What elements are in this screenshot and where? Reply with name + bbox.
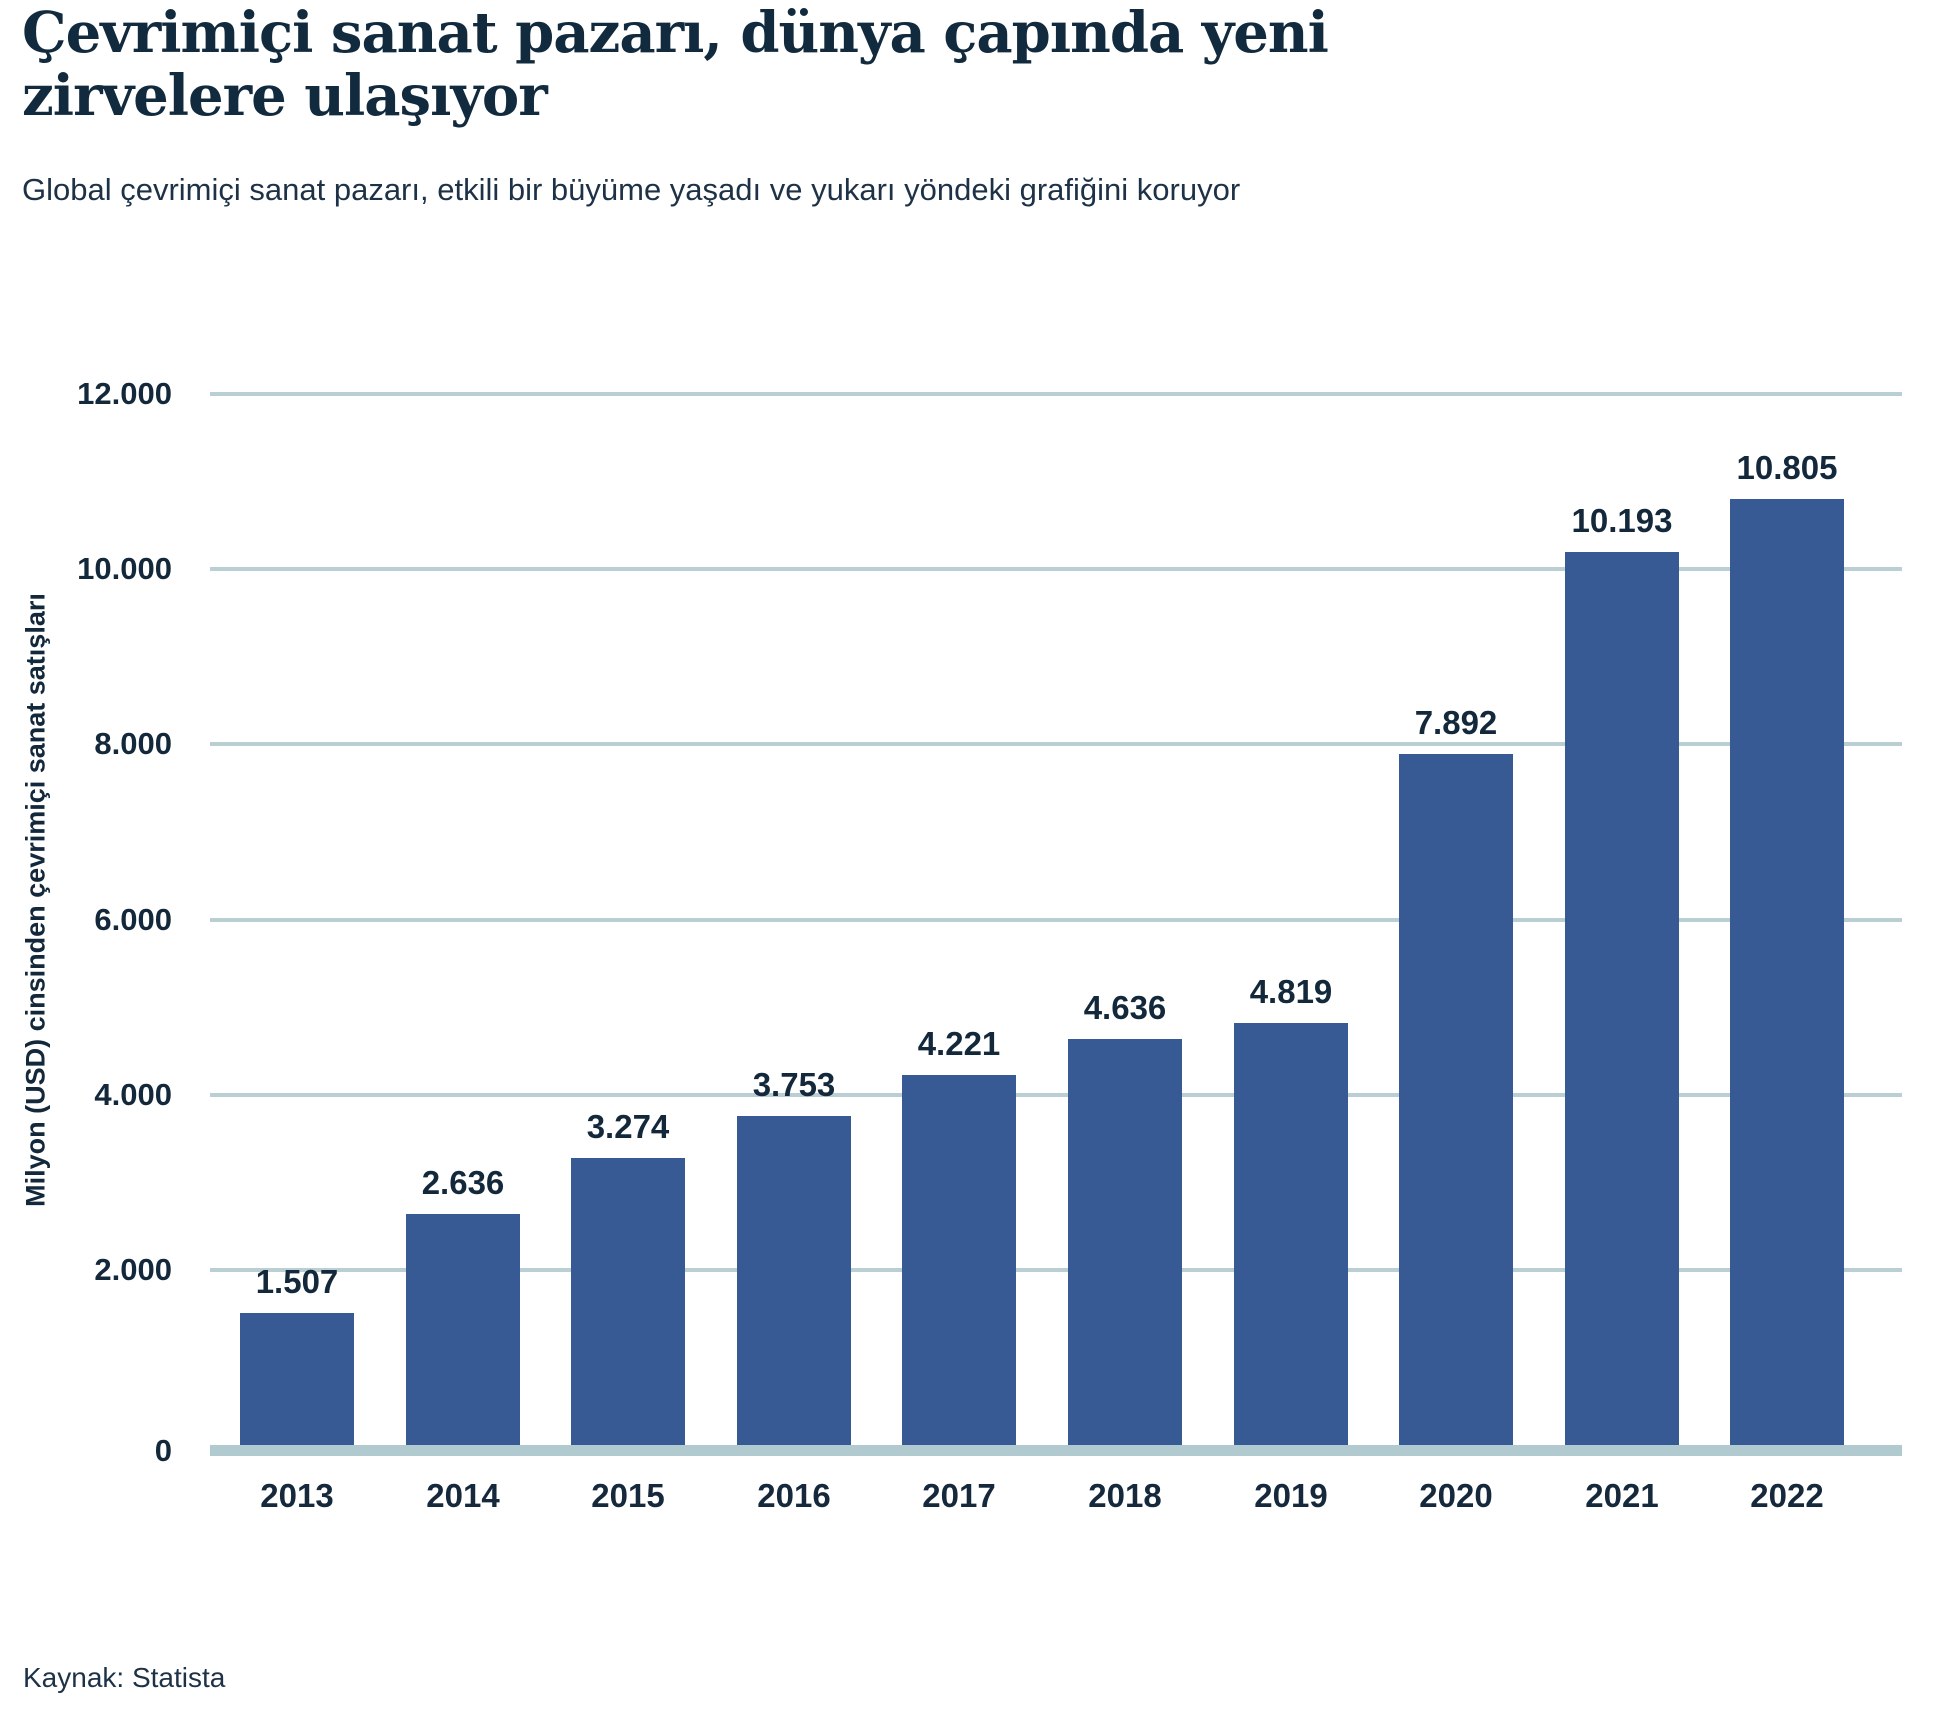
y-axis-title: Milyon (USD) cinsinden çevrimiçi sanat satışları [20, 593, 51, 1207]
chart-subtitle: Global çevrimiçi sanat pazarı, etkili bir büyüme yaşadı ve yukarı yöndeki grafiğini koruyor [22, 172, 1241, 207]
bar-2013 [240, 1263, 354, 1445]
x-axis-label-2014: 2014 [426, 1477, 500, 1514]
x-axis-label-2016: 2016 [757, 1477, 831, 1514]
bar-value-label-2018: 4.636 [1083, 989, 1167, 1026]
bar-value-label-2022: 10.805 [1736, 449, 1838, 486]
chart-title: Çevrimiçi sanat pazarı, dünya çapında yeni zirvelere ulaşıyor [22, 0, 1328, 129]
bar-2018 [1068, 989, 1182, 1445]
y-tick-label-8000: 8.000 [94, 726, 172, 762]
bar-2022 [1730, 449, 1844, 1445]
source-note: Kaynak: Statista [23, 1662, 226, 1693]
bar-2019 [1234, 973, 1348, 1445]
bar-value-label-2014: 2.636 [421, 1164, 505, 1201]
y-tick-label-0: 0 [154, 1432, 172, 1468]
x-axis-label-2019: 2019 [1254, 1477, 1328, 1514]
y-tick-label-12000: 12.000 [77, 376, 172, 411]
bar-2015 [571, 1108, 685, 1445]
x-axis-label-2018: 2018 [1088, 1477, 1162, 1514]
x-axis-label-2021: 2021 [1585, 1477, 1659, 1514]
bar-2016 [737, 1066, 851, 1445]
bar-value-label-2013: 1.507 [255, 1263, 339, 1300]
x-axis-label-2020: 2020 [1419, 1477, 1493, 1514]
x-axis-label-2017: 2017 [922, 1477, 996, 1514]
y-tick-label-6000: 6.000 [94, 901, 172, 937]
bar-2017 [902, 1025, 1016, 1445]
bar-value-label-2017: 4.221 [917, 1025, 1001, 1062]
bar-value-label-2021: 10.193 [1571, 502, 1673, 539]
bar-value-label-2020: 7.892 [1414, 704, 1498, 741]
y-tick-label-4000: 4.000 [94, 1076, 172, 1112]
bar-value-label-2019: 4.819 [1249, 973, 1333, 1010]
x-axis-label-2022: 2022 [1750, 1477, 1824, 1514]
x-axis-label-2015: 2015 [591, 1477, 665, 1514]
plot-area [210, 394, 1902, 1445]
y-tick-label-2000: 2.000 [94, 1251, 172, 1287]
bar-value-label-2016: 3.753 [752, 1066, 836, 1103]
bar-value-label-2015: 3.274 [586, 1108, 670, 1145]
bar-2021 [1565, 502, 1679, 1445]
x-axis-label-2013: 2013 [260, 1477, 334, 1514]
gridline-12000 [210, 392, 1902, 396]
x-axis-baseline [210, 1445, 1902, 1456]
bar-2014 [406, 1164, 520, 1445]
y-tick-label-10000: 10.000 [77, 551, 172, 587]
bar-2020 [1399, 704, 1513, 1445]
